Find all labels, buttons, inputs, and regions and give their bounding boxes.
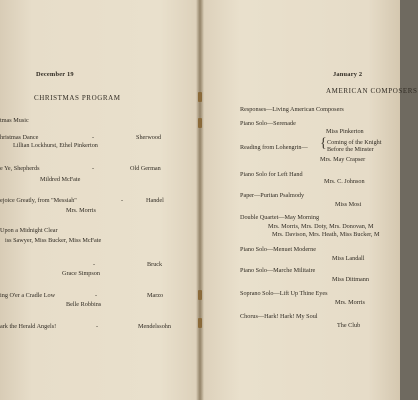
program-item-performers: Mrs. Morris [335, 299, 365, 306]
program-item-performers: Mildred McFate [40, 176, 81, 183]
program-item-performers: Mrs. May Crapser [320, 156, 366, 163]
staple [198, 318, 202, 328]
program-item-performers: iss Sawyer, Miss Bucker, Miss McFate [5, 237, 102, 244]
program-item-title: Piano Solo—Menuet Moderne [240, 246, 316, 253]
program-item-title: Upon a Midnight Clear [0, 227, 58, 234]
separator-dash: - [92, 165, 95, 172]
right-page-title: AMERICAN COMPOSERS [326, 87, 418, 95]
program-item-title: Piano Solo—Marche Militaire [240, 267, 316, 274]
program-item-title: Chorus—Hark! Hark! My Soul [240, 313, 318, 320]
program-item-performers: Mrs. Morris [66, 207, 96, 214]
program-item-title: Responses—Living American Composers [240, 106, 344, 113]
program-item-title: e Ye, Shepherds [0, 165, 40, 172]
separator-dash: - [96, 323, 99, 330]
program-item-performers: Miss Pinkerton [326, 128, 364, 135]
program-item-composer: Handel [146, 197, 164, 204]
program-item-title: ing O'er a Cradle Low [0, 292, 56, 299]
program-item-composer: Bruck [147, 261, 163, 268]
program-item-composer: Marzo [147, 292, 164, 299]
program-item-composer: Sherwood [136, 134, 162, 141]
program-item-composer: Old German [130, 165, 161, 172]
staple [198, 290, 202, 300]
program-item-title: Paper—Puritan Psalmody [240, 192, 305, 199]
program-item-performers: Grace Simpson [62, 270, 100, 277]
program-item-performers: Belle Robbins [66, 301, 102, 308]
right-page-date: January 2 [333, 71, 363, 78]
program-item-performers: Mrs. C. Johnson [324, 178, 365, 185]
staple [198, 118, 202, 128]
program-item-performers: Lillian Lockhurst, Ethel Pinkerton [13, 142, 98, 149]
book-gutter [196, 0, 204, 400]
program-item-title: Reading from Lohengrin— [240, 144, 308, 151]
reading-option: Coming of the Knight [327, 139, 382, 146]
program-item-title: Piano Solo for Left Hand [240, 171, 303, 178]
program-item-performers: The Club [337, 322, 361, 329]
program-item-performers: Miss Landall [332, 255, 365, 262]
program-item-title: hristmas Dance [0, 134, 39, 141]
program-item-title: ejoice Greatly, from "Messiah" [0, 197, 77, 204]
brace-icon: { [320, 136, 327, 151]
left-page [0, 0, 196, 400]
separator-dash: - [92, 134, 95, 141]
program-item-composer: Mendelssohn [138, 323, 171, 330]
program-item-performers: Mrs. Morris, Mrs. Doty, Mrs. Donovan, M [268, 223, 374, 230]
left-page-date: December 19 [36, 71, 74, 78]
program-item-performers: Miss Dittmann [332, 276, 369, 283]
program-item-performers: Miss Mosi [335, 201, 362, 208]
program-item-performers: Mrs. Davison, Mrs. Heath, Miss Bucker, M [272, 231, 380, 238]
reading-option: Before the Minster [327, 146, 374, 153]
separator-dash: - [121, 197, 124, 204]
right-page [204, 0, 418, 400]
program-item-title: Piano Solo—Serenade [240, 120, 296, 127]
separator-dash: - [95, 292, 98, 299]
separator-dash: - [93, 261, 96, 268]
program-item-title: Double Quartet—May Morning [240, 214, 320, 221]
program-item-title: tmas Music [0, 117, 29, 124]
left-page-title: CHRISTMAS PROGRAM [34, 94, 121, 102]
staple [198, 92, 202, 102]
program-item-title: Soprano Solo—Lift Up Thine Eyes [240, 290, 328, 297]
program-item-title: ark the Herald Angels! [0, 323, 57, 330]
